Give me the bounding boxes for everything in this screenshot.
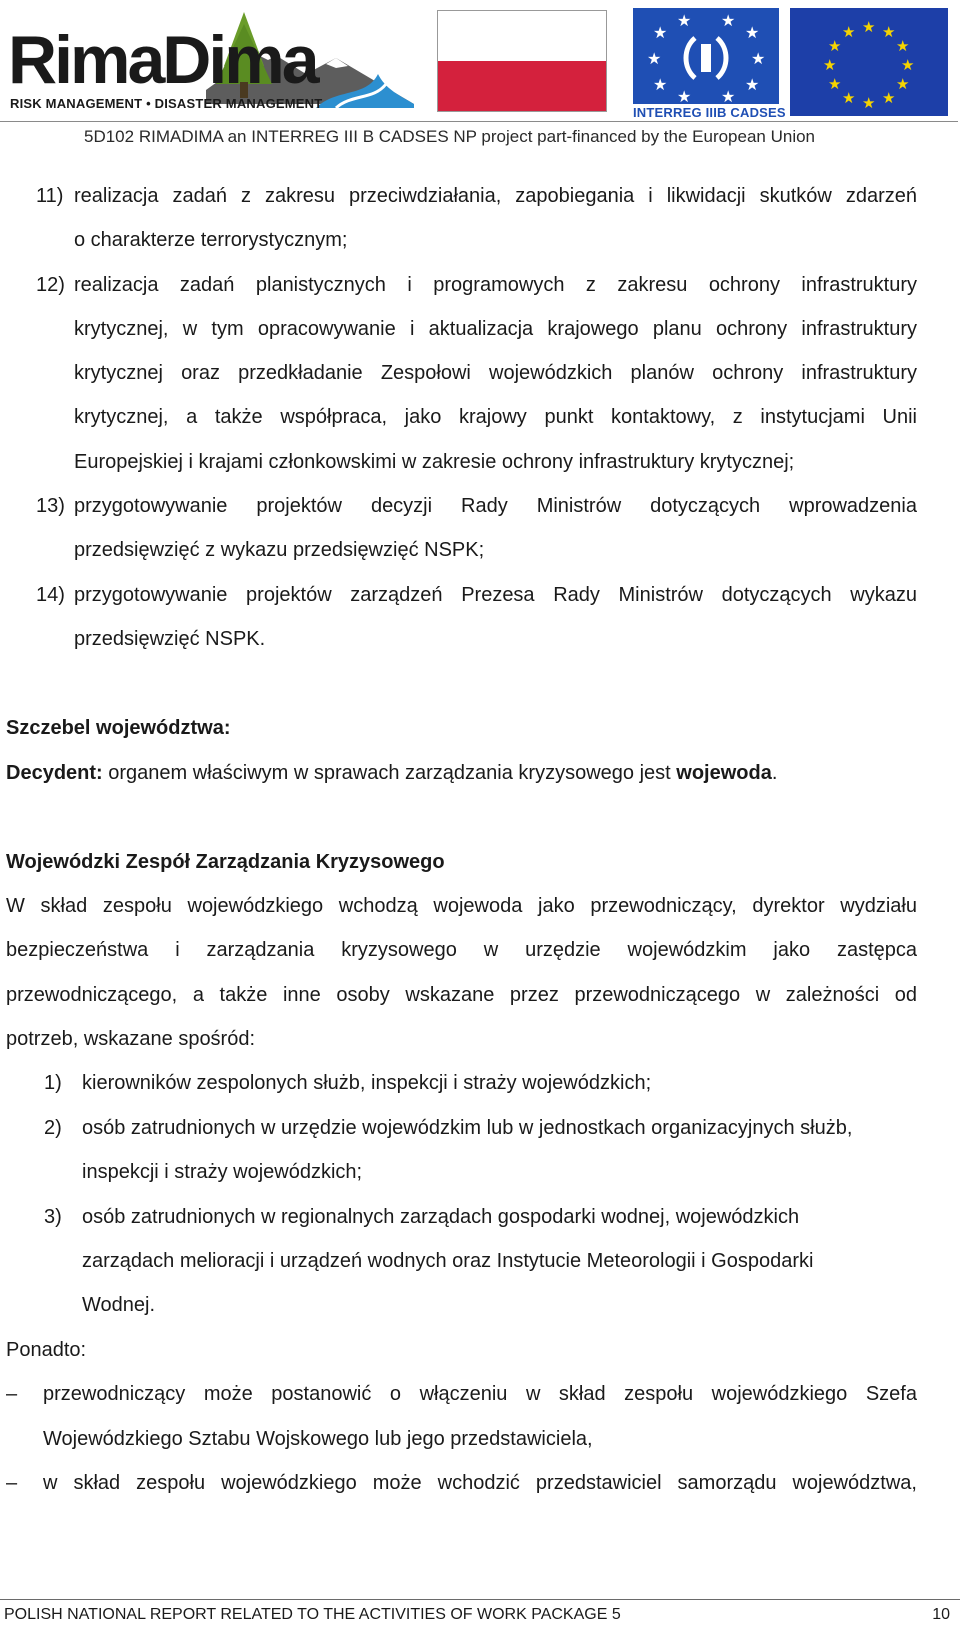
poland-flag-icon xyxy=(437,10,607,112)
interreg-stars-icon xyxy=(633,8,779,104)
svg-text:★: ★ xyxy=(721,87,736,104)
list-item-line: Wodnej. xyxy=(82,1294,156,1316)
interreg-label: INTERREG IIIB CADSES xyxy=(633,105,786,120)
list-number: 13) xyxy=(36,495,65,517)
decision-label: Decydent: xyxy=(6,762,103,784)
svg-text:★: ★ xyxy=(721,11,736,30)
list-item-line: realizacja zadań planistycznych i programowych z zakresu ochrony infrastruktury xyxy=(74,274,917,296)
decision-text: organem właściwym w sprawach zarządzania kryzysowego jest xyxy=(108,762,671,784)
list-item-line: realizacja zadań z zakresu przeciwdziałania, zapobiegania i likwidacji skutków zdarzeń xyxy=(74,185,917,207)
list-item-line: kierowników zespolonych służb, inspekcji i straży wojewódzkich; xyxy=(82,1072,652,1094)
list-number: 1) xyxy=(44,1072,62,1094)
list-item-line: przygotowywanie projektów zarządzeń Prezesa Rady Ministrów dotyczących wykazu xyxy=(74,584,917,606)
list-number: 12) xyxy=(36,274,65,296)
svg-text:★: ★ xyxy=(901,56,915,74)
decision-maker-line xyxy=(6,761,777,785)
project-line: 5D102 RIMADIMA an INTERREG III B CADSES NP project part-financed by the European Union xyxy=(84,127,816,146)
svg-text:★: ★ xyxy=(862,18,876,36)
team-heading: Wojewódzki Zespół Zarządzania Kryzysowego xyxy=(6,851,445,873)
list-item-line: krytycznej, a także współpraca, jako krajowy punkt kontaktowy, z instytucjami Unii xyxy=(74,406,917,428)
logo-wordmark: RimaDima xyxy=(8,22,317,98)
svg-text:★: ★ xyxy=(647,49,662,68)
list-item-line: osób zatrudnionych w regionalnych zarządach gospodarki wodnej, wojewódzkich xyxy=(82,1206,800,1228)
svg-text:★: ★ xyxy=(882,89,896,107)
list-item-line: przygotowywanie projektów decyzji Rady Ministrów dotyczących wprowadzenia xyxy=(74,495,917,517)
svg-text:★: ★ xyxy=(677,11,692,30)
list-item-line: przedsięwzięć NSPK. xyxy=(74,628,266,650)
interreg-logo xyxy=(633,8,786,120)
list-number: 14) xyxy=(36,584,65,606)
decision-end: . xyxy=(771,762,778,784)
paragraph-line: przewodniczącego, a także inne osoby wskazane przez przewodniczącego w zależności od xyxy=(6,984,917,1006)
header-divider xyxy=(0,121,958,122)
list-item-line: krytycznej oraz przedkładanie Zespołowi wojewódzkich planów ochrony infrastruktury xyxy=(74,362,917,384)
paragraph-line: bezpieczeństwa i zarządzania kryzysowego w urzędzie wojewódzkim jako zastępca xyxy=(6,939,917,961)
footer-divider xyxy=(0,1599,960,1600)
paragraph-line: W skład zespołu wojewódzkiego wchodzą wojewoda jako przewodniczący, dyrektor wydziału xyxy=(6,895,917,917)
eu-flag-icon xyxy=(790,8,948,116)
bullet-line: Wojewódzkiego Sztabu Wojskowego lub jego przedstawiciela, xyxy=(43,1428,593,1450)
svg-text:★: ★ xyxy=(745,75,760,94)
list-item-line: zarządach melioracji i urządzeń wodnych oraz Instytucie Meteorologii i Gospodarki xyxy=(82,1250,814,1272)
page-number: 10 xyxy=(932,1606,950,1623)
svg-text:★: ★ xyxy=(828,37,842,55)
svg-text:★: ★ xyxy=(653,23,668,42)
list-item-line: inspekcji i straży wojewódzkich; xyxy=(82,1161,363,1183)
rimadima-logo xyxy=(6,8,421,112)
dash-bullet: – xyxy=(6,1472,18,1494)
dash-bullet: – xyxy=(6,1383,18,1405)
svg-text:★: ★ xyxy=(882,23,896,41)
ponadto-label: Ponadto: xyxy=(6,1339,87,1361)
section-heading: Szczebel województwa: xyxy=(6,717,231,739)
list-item-line: Europejskiej i krajami członkowskimi w zakresie ochrony infrastruktury krytycznej; xyxy=(74,451,795,473)
svg-text:★: ★ xyxy=(896,75,910,93)
footer-title: POLISH NATIONAL REPORT RELATED TO THE ACTIVITIES OF WORK PACKAGE 5 xyxy=(4,1606,621,1623)
logo-tagline: RISK MANAGEMENT • DISASTER MANAGEMENT xyxy=(10,96,323,111)
list-item-line: krytycznej, w tym opracowywanie i aktualizacja krajowego planu ochrony infrastruktury xyxy=(74,318,917,340)
svg-text:★: ★ xyxy=(828,75,842,93)
svg-text:★: ★ xyxy=(862,94,876,112)
bullet-line: przewodniczący może postanowić o włączeniu w skład zespołu wojewódzkiego Szefa xyxy=(43,1383,917,1405)
list-number: 11) xyxy=(36,185,64,207)
svg-text:★: ★ xyxy=(745,23,760,42)
list-number: 2) xyxy=(44,1117,62,1139)
list-number: 3) xyxy=(44,1206,62,1228)
svg-text:★: ★ xyxy=(896,37,910,55)
svg-text:★: ★ xyxy=(842,23,856,41)
bullet-line: w skład zespołu wojewódzkiego może wchodzić przedstawiciel samorządu województwa, xyxy=(43,1472,917,1494)
paragraph-line: potrzeb, wskazane spośród: xyxy=(6,1028,256,1050)
svg-text:★: ★ xyxy=(823,56,837,74)
list-item-line: przedsięwzięć z wykazu przedsięwzięć NSPK; xyxy=(74,539,485,561)
svg-text:★: ★ xyxy=(677,87,692,104)
svg-text:★: ★ xyxy=(751,49,766,68)
svg-text:★: ★ xyxy=(842,89,856,107)
list-item-line: o charakterze terrorystycznym; xyxy=(74,229,348,251)
svg-text:★: ★ xyxy=(653,75,668,94)
list-item-line: osób zatrudnionych w urzędzie wojewódzkim lub w jednostkach organizacyjnych służb, xyxy=(82,1117,853,1139)
decision-bold: wojewoda xyxy=(676,762,772,784)
page-header xyxy=(0,0,960,146)
